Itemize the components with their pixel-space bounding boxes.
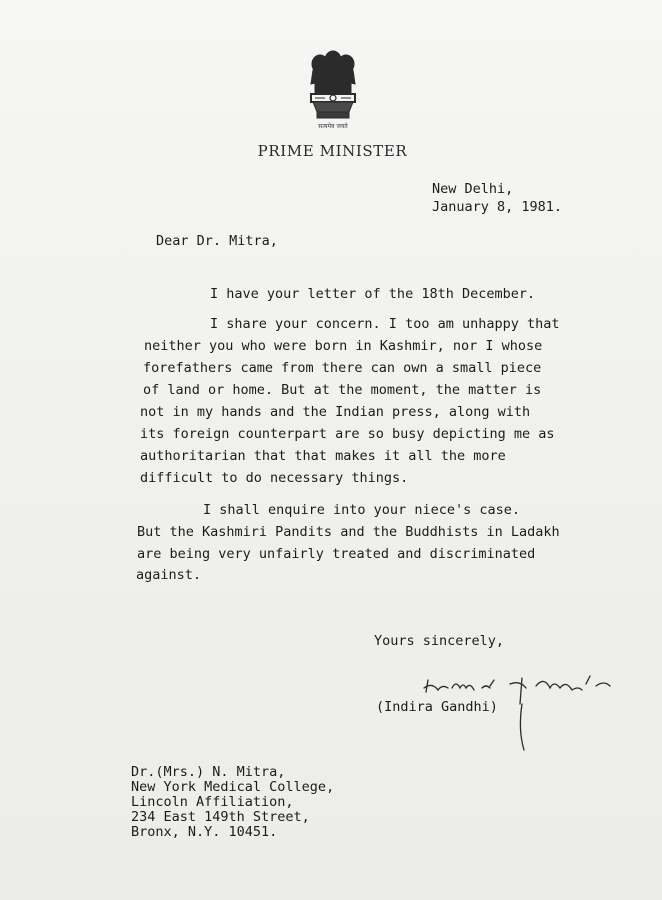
body-line: difficult to do necessary things. [140,470,409,486]
body-line: forefathers came from there can own a small piece [143,360,542,376]
body-line: I share your concern. I too am unhappy that [210,316,560,332]
body-line: I shall enquire into your niece's case. [203,502,520,518]
valediction: Yours sincerely, [374,633,505,649]
address-line: Lincoln Affiliation, [131,794,294,810]
typed-name: (Indira Gandhi) [376,699,498,715]
letterhead-title: PRIME MINISTER [257,142,408,160]
address-line: Dr.(Mrs.) N. Mitra, [131,764,286,780]
place: New Delhi, [432,181,514,197]
emblem-motto: सत्यमेव जयते [318,123,348,130]
address-line: New York Medical College, [131,779,335,795]
body-line: its foreign counterpart are so busy depicting me as [140,426,555,442]
address-line: Bronx, N.Y. 10451. [131,824,278,840]
body-line: against. [136,567,202,583]
salutation: Dear Dr. Mitra, [156,233,278,249]
body-line: I have your letter of the 18th December. [210,286,536,302]
body-line: neither you who were born in Kashmir, nor I whose [144,338,543,354]
body-line: But the Kashmiri Pandits and the Buddhists in Ladakh [137,524,560,540]
national-emblem-icon [303,48,363,132]
body-line: not in my hands and the Indian press, along with [140,404,531,420]
body-line: authoritarian that that makes it all the more [140,448,506,464]
address-line: 234 East 149th Street, [131,809,310,825]
body-line: are being very unfairly treated and discriminated [137,546,536,562]
body-line: of land or home. But at the moment, the matter is [143,382,542,398]
date: January 8, 1981. [432,199,563,215]
